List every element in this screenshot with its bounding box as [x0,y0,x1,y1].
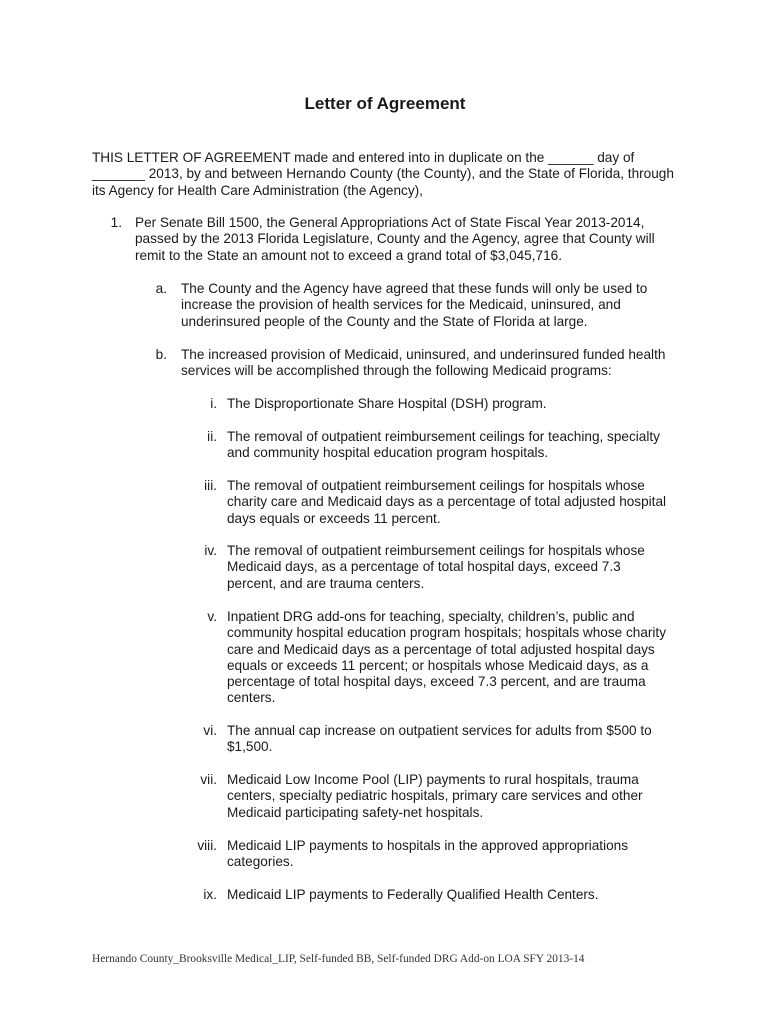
list-marker-a: a. [155,281,167,296]
program-marker-v: v. [207,609,217,624]
program-item-i: The Disproportionate Share Hospital (DSH) program. [227,396,547,411]
program-item-vii: Medicaid Low Income Pool (LIP) payments to rural hospitals, trauma centers, specialty pediatric hospitals, primary care services and other Medicaid participating safety-net hospitals. [227,772,643,820]
program-marker-iii: iii. [204,478,217,493]
program-item-ix: Medicaid LIP payments to Federally Qualified Health Centers. [227,887,599,902]
program-marker-vii: vii. [200,772,217,787]
program-item-iv: The removal of outpatient reimbursement ceilings for hospitals whose Medicaid days, as a percentage of total hospital days, exceed 7.3 percent, and are trauma centers. [227,543,645,591]
program-marker-viii: viii. [197,838,217,853]
intro-paragraph: THIS LETTER OF AGREEMENT made and entered into in duplicate on the ______ day of _______ 2013, by and between Hernando County (the County), and the State of Florida, through its Agency for Health Care Administration (the Agency), [92,150,674,198]
list-item-b-text: The increased provision of Medicaid, uninsured, and underinsured funded health services will be accomplished through the following Medicaid programs: [181,347,666,379]
list-item-1-text: Per Senate Bill 1500, the General Appropriations Act of State Fiscal Year 2013-2014, passed by the 2013 Florida Legislature, County and the Agency, agree that County will remit to the State an amount not to exceed a grand total of $3,045,716. [135,215,655,263]
program-item-iii: The removal of outpatient reimbursement ceilings for hospitals whose charity care and Medicaid days as a percentage of total adjusted hospital days equals or exceeds 11 percent. [227,478,667,526]
program-item-ii: The removal of outpatient reimbursement ceilings for teaching, specialty and community hospital education program hospitals. [227,429,660,461]
list-item-a-text: The County and the Agency have agreed that these funds will only be used to increase the provision of health services for the Medicaid, uninsured, and underinsured people of the County and the State of Florida at large. [181,281,648,329]
program-marker-i: i. [210,396,217,411]
program-marker-vi: vi. [203,723,217,738]
page-footer: Hernando County_Brooksville Medical_LIP, Self-funded BB, Self-funded DRG Add-on LOA SFY 2013-14 [92,953,585,965]
program-marker-ii: ii. [207,429,217,444]
program-item-v: Inpatient DRG add-ons for teaching, specialty, children’s, public and community hospital education program hospitals; hospitals whose charity care and Medicaid days as a percentage of total adjusted hospital days equals or exceeds 11 percent; or hospitals whose Medicaid days, as a percentage of total hospital days, exceed 7.3 percent, and are trauma centers. [227,609,666,706]
list-marker-b: b. [155,347,167,362]
program-marker-iv: iv. [204,543,217,558]
program-item-vi: The annual cap increase on outpatient services for adults from $500 to $1,500. [227,723,652,755]
list-marker-1: 1. [110,215,122,230]
program-marker-ix: ix. [203,887,217,902]
program-item-viii: Medicaid LIP payments to hospitals in the approved appropriations categories. [227,838,629,870]
page-title: Letter of Agreement [304,94,466,113]
